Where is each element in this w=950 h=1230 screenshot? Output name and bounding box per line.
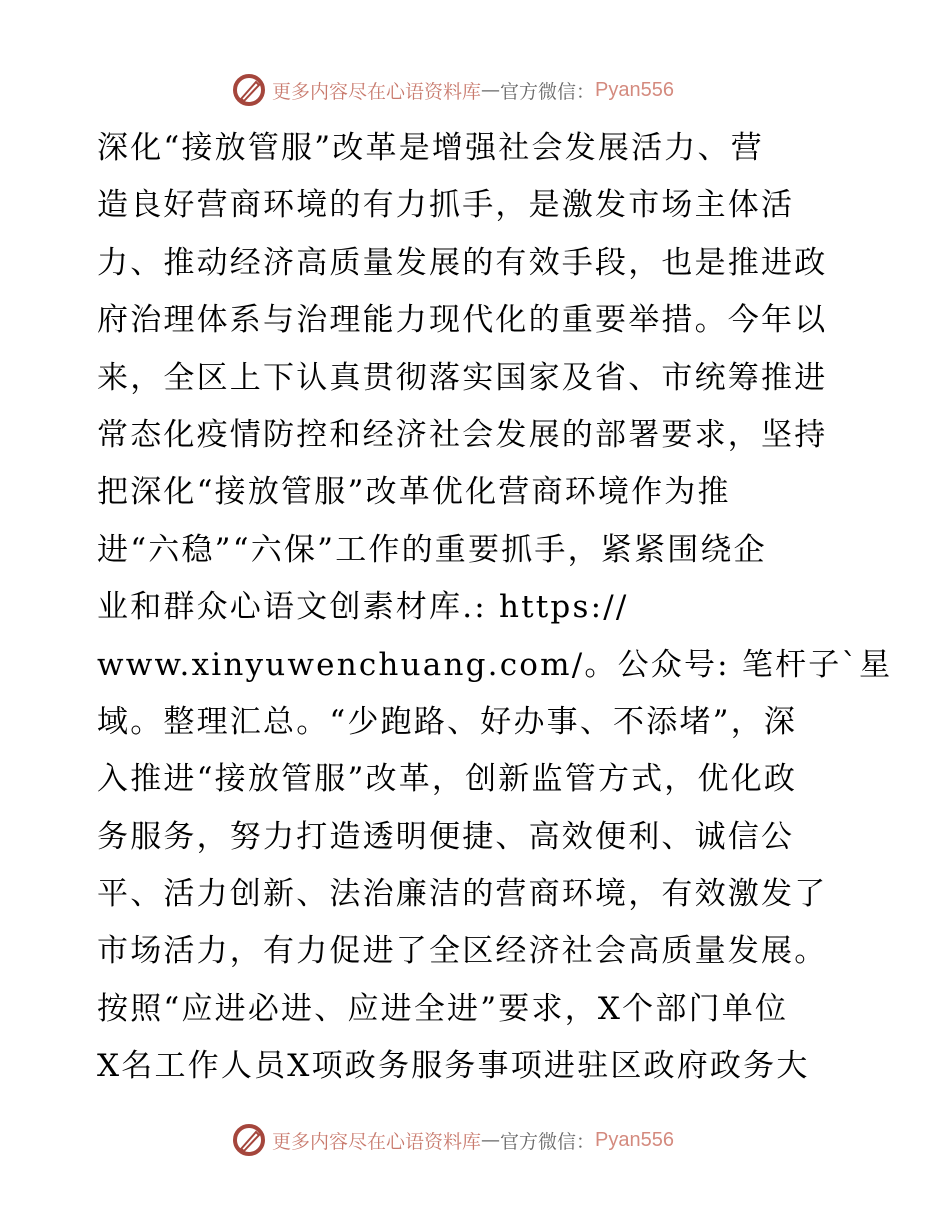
text-line: 平、活力创新、法治廉洁的营商环境，有效激发了	[97, 876, 828, 913]
text-line: 府治理体系与治理能力现代化的重要举措。今年以	[97, 302, 828, 339]
text-line: 业和群众心语文创素材库.: https://	[97, 589, 629, 626]
footer-wechat-label: 官方微信：	[500, 1130, 596, 1153]
text-line: 来，全区上下认真贯彻落实国家及省、市统筹推进	[97, 359, 828, 396]
pen-logo-icon	[232, 73, 266, 107]
text-line: 深化“接放管服”改革是增强社会发展活力、营	[97, 130, 764, 166]
text-line: X名工作人员X项政务服务事项进驻区政府政务大	[97, 1048, 810, 1085]
footer-banner	[232, 1122, 674, 1158]
pen-logo-icon	[232, 1123, 266, 1157]
header-dash: —	[481, 79, 501, 101]
text-line: 务服务，努力打造透明便捷、高效便利、诚信公	[97, 818, 795, 855]
text-line: 市场活力，有力促进了全区经济社会高质量发展。	[97, 933, 828, 970]
text-line: 把深化“接放管服”改革优化营商环境作为推	[97, 474, 731, 511]
footer-dash: —	[481, 1129, 501, 1151]
footer-wechat-id: Pyan556	[595, 1128, 674, 1151]
header-wechat-id: Pyan556	[595, 78, 674, 101]
header-site-text: 更多内容尽在心语资料库	[272, 80, 482, 103]
header-banner	[232, 72, 674, 108]
footer-site-text: 更多内容尽在心语资料库	[272, 1130, 482, 1153]
text-line: 按照“应进必进、应进全进”要求，X个部门单位	[97, 990, 789, 1027]
text-line: 力、推动经济高质量发展的有效手段，也是推进政	[97, 244, 828, 281]
text-line: 常态化疫情防控和经济社会发展的部署要求，坚持	[97, 416, 828, 453]
text-line: www.xinyuwenchuang.com/。公众号: 笔杆子`星	[97, 646, 893, 683]
text-line: 域。整理汇总。“少跑路、好办事、不添堵”，深	[97, 703, 798, 740]
document-body	[97, 125, 893, 1101]
text-line: 进“六稳”“六保”工作的重要抓手，紧紧围绕企	[97, 531, 767, 568]
text-line: 入推进“接放管服”改革，创新监管方式，优化政	[97, 761, 798, 798]
text-line: 造良好营商环境的有力抓手，是激发市场主体活	[97, 187, 795, 224]
header-wechat-label: 官方微信：	[500, 80, 596, 103]
